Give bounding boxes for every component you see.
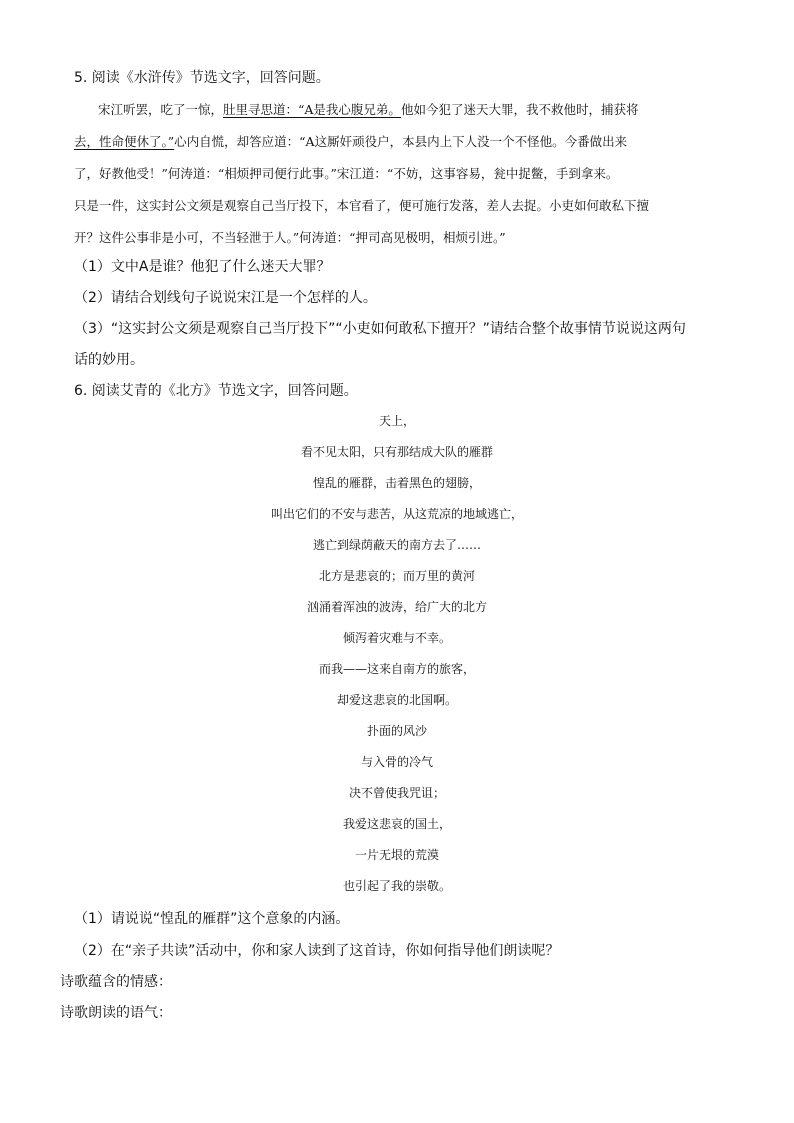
q5-passage-line-1 <box>98 100 638 120</box>
q5-subquestion-1: （1）文中A是谁？他犯了什么迷天大罪？ <box>74 259 331 275</box>
q5-underlined-sentence: 去，性命便休了。” <box>74 134 175 149</box>
q6-subquestion-2: （2）在“亲子共读”活动中，你和家人读到了这首诗，你如何指导他们朗读呢？ <box>74 943 560 959</box>
poem-line: 扑面的风沙 <box>366 724 427 738</box>
q6-heading: 6. 阅读艾青的《北方》节选文字，回答问题。 <box>74 383 358 399</box>
poem-line: 天上， <box>378 414 415 428</box>
poem-line: 却爱这悲哀的北国啊。 <box>336 693 457 707</box>
poem-line: 汹涌着浑浊的波涛，给广大的北方 <box>306 600 487 614</box>
q5-passage-line-3: 了，好教他受！”何涛道：“相烦押司便行此事。”宋江道：“不妨，这事容易，瓮中捉鳖，手到拿来。 <box>74 166 619 181</box>
tone-answer-label: 诗歌朗读的语气： <box>60 1005 172 1021</box>
poem-line: 逃亡到绿荫蔽天的南方去了…… <box>312 538 481 552</box>
q5-subquestion-2: （2）请结合划线句子说说宋江是一个怎样的人。 <box>74 290 377 306</box>
q6-subquestion-1: （1）请说说“惶乱的雁群”这个意象的内涵。 <box>74 911 350 927</box>
q5-underlined-sentence: 肚里寻思道：“A是我心腹兄弟。 <box>223 102 401 117</box>
q5-passage-line-4: 只是一件，这实封公文须是观察自己当厅投下，本官看了，便可施行发落，差人去捉。小吏如何敢私下擅 <box>74 198 650 213</box>
emotion-answer-label: 诗歌蕴含的情感： <box>60 974 172 990</box>
poem-line: 倾泻着灾难与不幸。 <box>342 631 451 645</box>
poem-line: 也引起了我的崇敬。 <box>342 879 451 893</box>
poem-line: 决不曾使我咒诅； <box>348 786 445 800</box>
q5-passage-text: 心内自慌，却答应道：“A这厮奸顽役户，本县内上下人没一个不怪他。今番做出来 <box>174 134 628 149</box>
poem-line: 看不见太阳，只有那结成大队的雁群 <box>300 445 493 459</box>
poem-line: 北方是悲哀的；而万里的黄河 <box>318 569 475 583</box>
poem-line: 我爱这悲哀的国土， <box>342 817 451 831</box>
poem-line: 惶乱的雁群，击着黑色的翅膀， <box>312 476 481 490</box>
poem-line: 而我——这来自南方的旅客， <box>318 662 475 676</box>
q5-subquestion-3: （3）“这实封公文须是观察自己当厅投下”“小吏如何敢私下擅开？”请结合整个故事情节说说这两句 <box>74 321 686 337</box>
q5-subquestion-3-cont: 话的妙用。 <box>74 352 144 368</box>
q5-passage-line-5: 开？这件公事非是小可，不当轻泄于人。”何涛道：“押司高见极明，相烦引进。” <box>74 230 506 245</box>
q5-passage-line-2 <box>74 132 627 152</box>
poem-line: 与入骨的冷气 <box>360 755 433 769</box>
q5-passage-text: 宋江听罢，吃了一惊， <box>98 102 224 117</box>
q5-heading: 5. 阅读《水浒传》节选文字，回答问题。 <box>74 70 330 86</box>
poem-line: 一片无垠的荒漠 <box>354 848 439 862</box>
poem-line: 叫出它们的不安与悲苦，从这荒凉的地域逃亡， <box>270 507 523 521</box>
q5-passage-text: 他如今犯了迷天大罪，我不救他时，捕获将 <box>400 102 639 117</box>
